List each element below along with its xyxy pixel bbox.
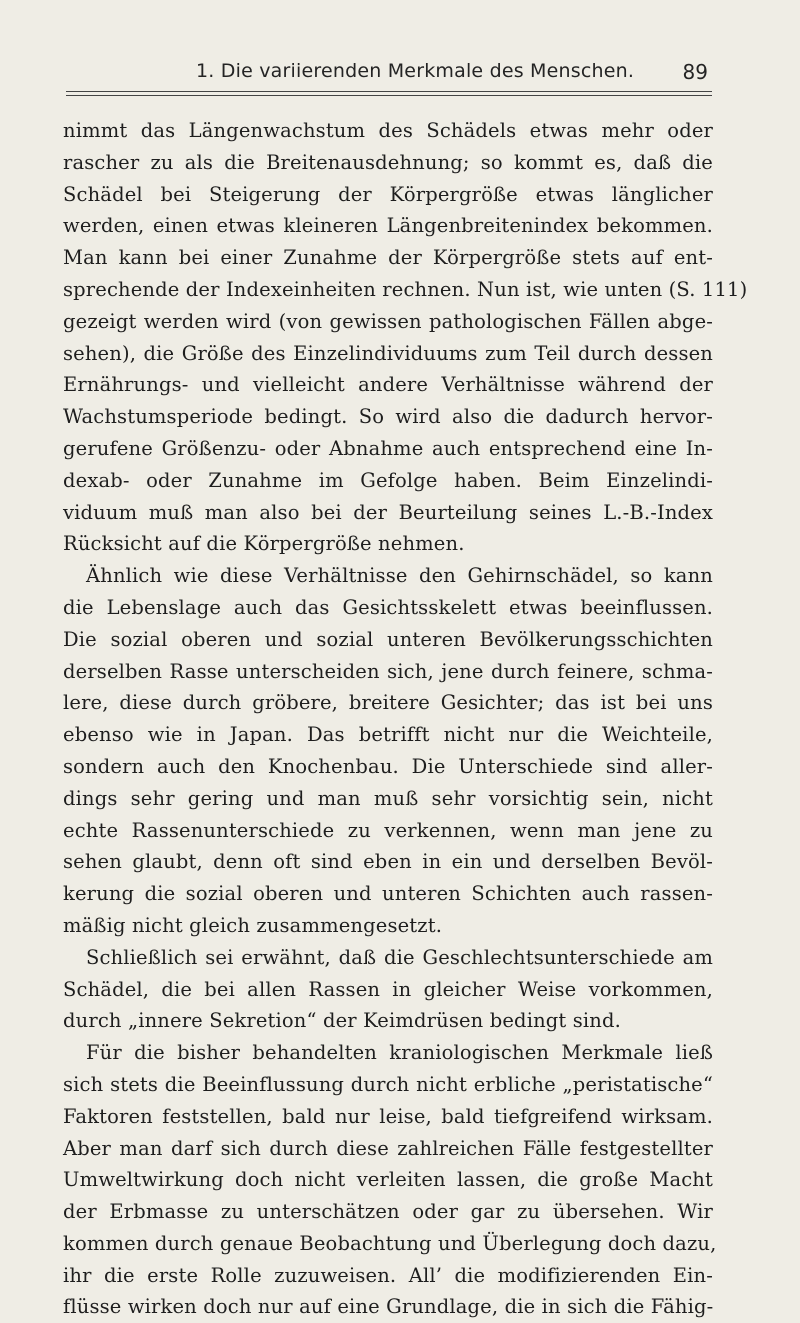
text-line: durch „innere Sekretion“ der Keimdrüsen bedingt sind. (63, 1009, 621, 1033)
running-title: 1. Die variierenden Merkmale des Menschen. (196, 60, 635, 82)
text-line: rascher zu als die Breitenausdehnung; so kommt es, daß die (63, 150, 713, 174)
text-line: Rücksicht auf die Körpergröße nehmen. (63, 532, 465, 556)
text-line: gerufene Größenzu- oder Abnahme auch entsprechend eine In- (63, 436, 713, 460)
text-line: Man kann bei einer Zunahme der Körpergröße stets auf ent- (63, 246, 713, 270)
text-line: kommen durch genaue Beobachtung und Überlegung doch dazu, (63, 1231, 717, 1255)
text-line: nimmt das Längenwachstum des Schädels etwas mehr oder (63, 119, 713, 142)
text-line: ebenso wie in Japan. Das betrifft nicht nur die Weichteile, (63, 723, 713, 747)
text-line: Faktoren feststellen, bald nur leise, bald tiefgreifend wirksam. (63, 1104, 713, 1128)
header-rule-top (66, 91, 712, 92)
text-line: lere, diese durch gröbere, breitere Gesichter; das ist bei uns (63, 691, 713, 715)
header-rule-bottom (66, 95, 712, 96)
text-line: Aber man darf sich durch diese zahlreichen Fälle festgestellter (63, 1136, 713, 1160)
body-text (63, 115, 748, 1323)
text-line: der Erbmasse zu unterschätzen oder gar zu übersehen. Wir (63, 1200, 713, 1224)
text-line: echte Rassenunterschiede zu verkennen, wenn man jene zu (63, 818, 713, 842)
text-line: dings sehr gering und man muß sehr vorsichtig sein, nicht (63, 786, 713, 810)
text-line: werden, einen etwas kleineren Längenbreitenindex bekommen. (63, 214, 713, 238)
text-line: sich stets die Beeinflussung durch nicht erbliche „peristatische“ (63, 1072, 713, 1096)
text-line: Schließlich sei erwähnt, daß die Geschlechtsunterschiede am (86, 945, 713, 969)
text-line: kerung die sozial oberen und unteren Schichten auch rassen- (63, 882, 713, 906)
text-line: Schädel, die bei allen Rassen in gleicher Weise vorkommen, (63, 977, 713, 1001)
text-line: flüsse wirken doch nur auf eine Grundlage, die in sich die Fähig- (63, 1295, 714, 1319)
text-line: Die sozial oberen und sozial unteren Bevölkerungsschichten (63, 627, 713, 651)
text-line: Ähnlich wie diese Verhältnisse den Gehirnschädel, so kann (86, 564, 713, 588)
text-line: sondern auch den Knochenbau. Die Unterschiede sind aller- (63, 754, 713, 778)
text-line: Wachstumsperiode bedingt. So wird also die dadurch hervor- (63, 405, 713, 429)
text-line: ihr die erste Rolle zuzuweisen. All’ die modifizierenden Ein- (63, 1263, 713, 1287)
text-line: gezeigt werden wird (von gewissen pathologischen Fällen abge- (63, 309, 713, 333)
page-number: 89 (682, 60, 708, 84)
text-line: Umweltwirkung doch nicht verleiten lassen, die große Macht (63, 1168, 713, 1192)
text-line: viduum muß man also bei der Beurteilung seines L.-B.-Index (63, 500, 713, 524)
text-line: die Lebenslage auch das Gesichtsskelett etwas beeinflussen. (63, 595, 713, 619)
text-line: sehen glaubt, denn oft sind eben in ein und derselben Bevöl- (63, 850, 713, 874)
text-line: derselben Rasse unterscheiden sich, jene durch feinere, schma- (63, 659, 713, 683)
text-line: mäßig nicht gleich zusammengesetzt. (63, 913, 443, 937)
text-line: sprechende der Indexeinheiten rechnen. Nun ist, wie unten (S. 111) (63, 277, 748, 301)
text-line: dexab- oder Zunahme im Gefolge haben. Beim Einzelindi- (63, 468, 713, 492)
text-line: Für die bisher behandelten kraniologischen Merkmale ließ (86, 1041, 713, 1065)
text-line: Schädel bei Steigerung der Körpergröße etwas länglicher (63, 182, 713, 206)
text-line: Ernährungs- und vielleicht andere Verhältnisse während der (63, 373, 713, 397)
text-line: sehen), die Größe des Einzelindividuums zum Teil durch dessen (63, 341, 713, 365)
running-header (66, 58, 712, 90)
